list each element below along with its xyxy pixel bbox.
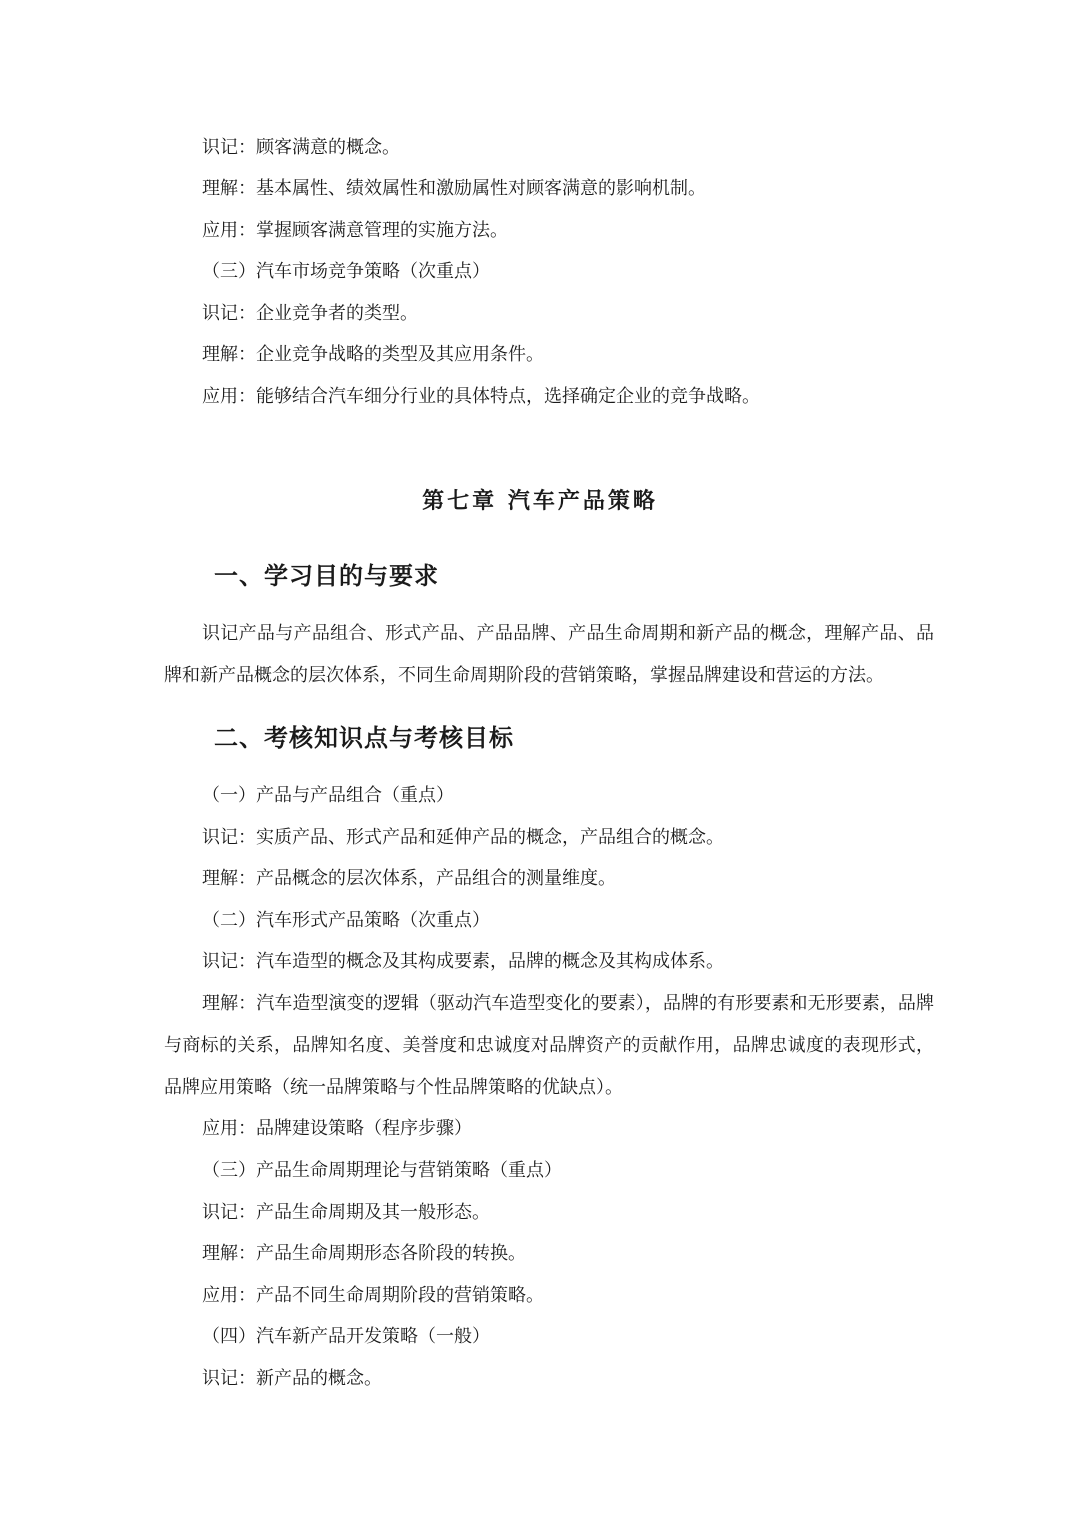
section-title-2: 二、考核知识点与考核目标 — [214, 724, 514, 752]
text-line: 理解：产品生命周期形态各阶段的转换。 — [202, 1243, 526, 1264]
section-title-1: 一、学习目的与要求 — [214, 562, 439, 590]
text-line: 识记：汽车造型的概念及其构成要素，品牌的概念及其构成体系。 — [202, 951, 724, 972]
text-line: 理解：基本属性、绩效属性和激励属性对顾客满意的影响机制。 — [202, 178, 706, 199]
text-line: 识记：产品生命周期及其一般形态。 — [202, 1202, 490, 1223]
text-line: 理解：产品概念的层次体系，产品组合的测量维度。 — [202, 868, 616, 889]
text-line: 应用：产品不同生命周期阶段的营销策略。 — [202, 1285, 544, 1306]
text-line: 识记：新产品的概念。 — [202, 1368, 382, 1389]
text-line: 识记：企业竞争者的类型。 — [202, 303, 418, 324]
text-line: 识记：实质产品、形式产品和延伸产品的概念，产品组合的概念。 — [202, 827, 724, 848]
subsection-heading: （二）汽车形式产品策略（次重点） — [202, 910, 490, 931]
text-line: 应用：能够结合汽车细分行业的具体特点，选择确定企业的竞争战略。 — [202, 386, 760, 407]
subsection-heading: （三）汽车市场竞争策略（次重点） — [202, 261, 490, 282]
text-line: 识记：顾客满意的概念。 — [202, 137, 400, 158]
subsection-heading: （四）汽车新产品开发策略（一般） — [202, 1326, 490, 1347]
text-line: 应用：品牌建设策略（程序步骤） — [202, 1118, 472, 1139]
section2-paragraph: 理解：汽车造型演变的逻辑（驱动汽车造型变化的要素），品牌的有形要素和无形要素，品牌与商标的关系，品牌知名度、美誉度和忠诚度对品牌资产的贡献作用，品牌忠诚度的表现形式，品牌应用策略（统一品牌策略与个性品牌策略的优缺点）。 — [164, 993, 934, 1098]
text-line: 理解：企业竞争战略的类型及其应用条件。 — [202, 344, 544, 365]
subsection-heading: （三）产品生命周期理论与营销策略（重点） — [202, 1160, 562, 1181]
subsection-heading: （一）产品与产品组合（重点） — [202, 785, 454, 806]
section1-paragraph: 识记产品与产品组合、形式产品、产品品牌、产品生命周期和新产品的概念，理解产品、品牌和新产品概念的层次体系，不同生命周期阶段的营销策略，掌握品牌建设和营运的方法。 — [164, 623, 934, 686]
chapter-title: 第七章 汽车产品策略 — [422, 489, 658, 514]
text-line: 应用：掌握顾客满意管理的实施方法。 — [202, 220, 508, 241]
